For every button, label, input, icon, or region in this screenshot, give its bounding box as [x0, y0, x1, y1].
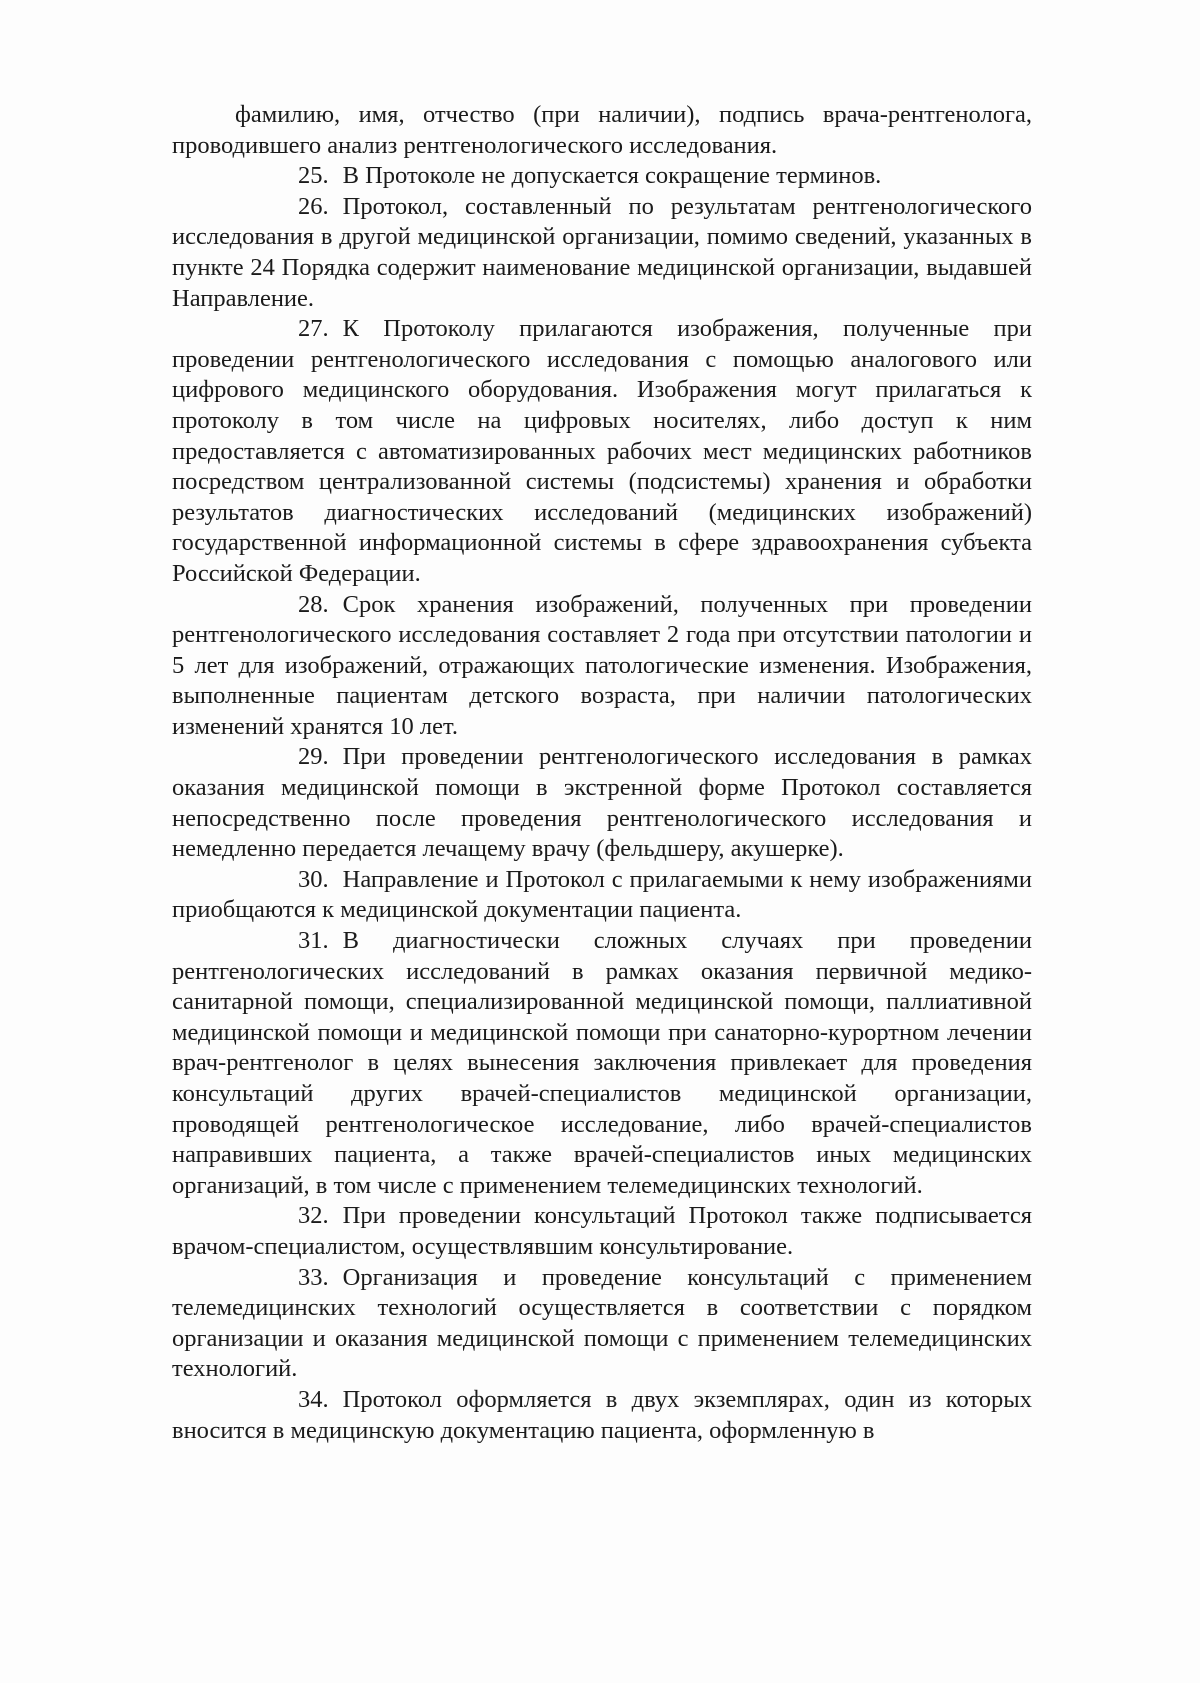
paragraph-number: 26.	[298, 192, 329, 220]
paragraph-text: Протокол, составленный по результатам рентгенологического исследования в другой медицинской организации, помимо сведений, указанных в пункте 24 Порядка содержит наименование медицинской организации, выдавшей Направление.	[172, 192, 1032, 312]
paragraph-text: При проведении рентгенологического исследования в рамках оказания медицинской помощи в экстренной форме Протокол составляется непосредственно после проведения рентгенологического исследования и немедленно передается лечащему врачу (фельдшеру, акушерке).	[172, 743, 1032, 863]
paragraph-number: 30.	[298, 865, 329, 893]
paragraph-text: Организация и проведение консультаций с применением телемедицинских технологий осуществляется в соответствии с порядком организации и оказания медицинской помощи с применением телемедицинских технологий.	[172, 1263, 1032, 1383]
paragraph-number: 33.	[298, 1263, 329, 1291]
paragraph-26	[172, 192, 1032, 314]
paragraph-text: В диагностически сложных случаях при проведении рентгенологических исследований в рамках оказания первичной медико-санитарной помощи, специализированной медицинской помощи, паллиативной медицинской помощи и медицинской помощи при санаторно-курортном лечении врач-рентгенолог в целях вынесения заключения привлекает для проведения консультаций других врачей-специалистов медицинской организации, проводящей рентгенологическое исследование, либо врачей-специалистов направивших пациента, а также врачей-специалистов иных медицинских организаций, в том числе с применением телемедицинских технологий.	[172, 927, 1032, 1199]
paragraph-34	[172, 1385, 1032, 1446]
paragraph-number: 31.	[298, 927, 329, 955]
paragraph-text: К Протоколу прилагаются изображения, полученные при проведении рентгенологического исследования с помощью аналогового или цифрового медицинского оборудования. Изображения могут прилагаться к протоколу в том числе на цифровых носителях, либо доступ к ним предоставляется с автоматизированных рабочих мест медицинских работников посредством централизованной системы (подсистемы) хранения и обработки результатов диагностических исследований (медицинских изображений) государственной информационной системы в сфере здравоохранения субъекта Российской Федерации.	[172, 315, 1032, 587]
paragraph-31	[172, 926, 1032, 1201]
paragraph-25	[172, 161, 1032, 192]
paragraph-number: 25.	[298, 162, 329, 190]
paragraph-29	[172, 742, 1032, 864]
paragraph-27	[172, 314, 1032, 589]
paragraph-text: Срок хранения изображений, полученных при проведении рентгенологического исследования составляет 2 года при отсутствии патологии и 5 лет для изображений, отражающих патологические изменения. Изображения, выполненные пациентам детского возраста, при наличии патологических изменений хранятся 10 лет.	[172, 590, 1032, 740]
paragraph-number: 29.	[298, 743, 329, 771]
paragraph-number: 28.	[298, 590, 329, 618]
paragraph-text: В Протоколе не допускается сокращение терминов.	[342, 162, 882, 190]
paragraph-text: Протокол оформляется в двух экземплярах, один из которых вносится в медицинскую документацию пациента, оформленную в	[172, 1385, 1032, 1444]
paragraph-text: Направление и Протокол с прилагаемыми к нему изображениями приобщаются к медицинской документации пациента.	[172, 865, 1032, 924]
paragraph-30	[172, 865, 1032, 926]
paragraph-28	[172, 590, 1032, 743]
paragraph-text: При проведении консультаций Протокол также подписывается врачом-специалистом, осуществлявшим консультирование.	[172, 1202, 1032, 1260]
document-body	[172, 100, 1032, 1446]
paragraph-number: 32.	[298, 1202, 329, 1230]
continuation-paragraph: фамилию, имя, отчество (при наличии), подпись врача-рентгенолога, проводившего анализ рентгенологического исследования.	[172, 101, 1032, 159]
paragraph-33	[172, 1263, 1032, 1385]
paragraph-number: 34.	[298, 1385, 329, 1413]
paragraph-number: 27.	[298, 315, 329, 343]
paragraph-32	[172, 1201, 1032, 1262]
